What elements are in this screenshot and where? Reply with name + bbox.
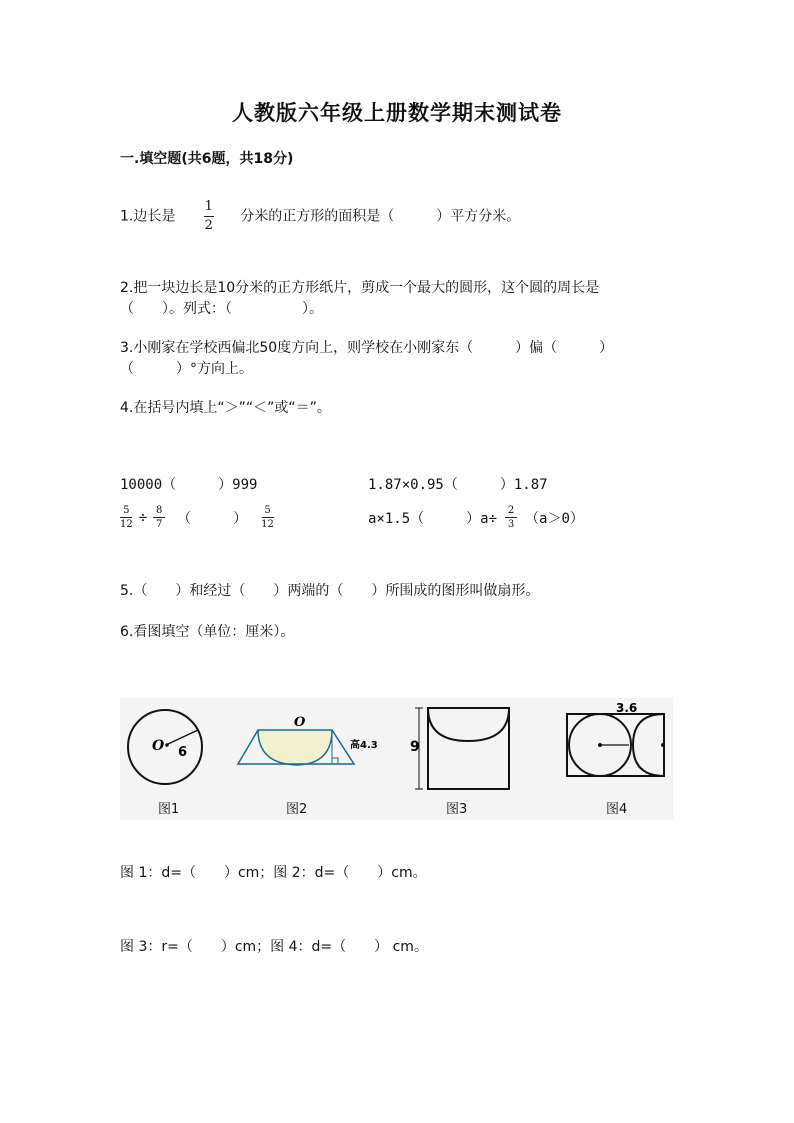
question-6: 6.看图填空（单位：厘米）。 — [120, 624, 295, 640]
figure-3-side-label: 9 — [410, 739, 420, 755]
fraction-denominator: 2 — [204, 218, 213, 233]
fraction-numerator: 5 — [264, 505, 271, 516]
figures-panel — [120, 698, 673, 820]
q4-fraction-d — [505, 505, 517, 530]
q4-fraction-a — [120, 505, 133, 530]
q4-compare-2: 1.87×0.95（ ）1.87 — [368, 477, 548, 493]
fraction-bar — [505, 517, 517, 518]
answer-blank: （ ） — [177, 510, 248, 527]
q1-fraction — [204, 200, 214, 233]
question-4: 4.在括号内填上“＞”“＜”或“＝”。 — [120, 400, 331, 416]
figure-4-dimension-label: 3.6 — [616, 701, 638, 715]
q4-expression-left: a×1.5（ ）a÷ — [368, 510, 498, 527]
question-1 — [120, 200, 520, 233]
question-3-line-2: （ ）°方向上。 — [120, 361, 253, 377]
page-title: 人教版六年级上册数学期末测试卷 — [232, 100, 562, 125]
figure-2-height-label: 高4.3 — [350, 740, 378, 751]
question-6-answer-2: 图 3：r=（ ）cm；图 4：d=（ ） cm。 — [120, 939, 428, 955]
q1-prefix: 1.边长是 — [120, 208, 176, 225]
fraction-bar — [120, 517, 132, 518]
fraction-numerator: 8 — [155, 505, 163, 516]
q4-compare-3 — [120, 505, 274, 530]
figure-1-label: 图1 — [158, 802, 180, 817]
figure-3-label: 图3 — [446, 802, 468, 817]
figures-drawing — [120, 698, 673, 820]
question-2-line-1: 2.把一块边长是10分米的正方形纸片，剪成一个最大的圆形，这个圆的周长是 — [120, 280, 600, 296]
question-5: 5.（ ）和经过（ ）两端的（ ）所围成的图形叫做扇形。 — [120, 583, 540, 599]
divide-sign: ÷ — [138, 509, 148, 526]
q4-fraction-c — [261, 505, 274, 530]
figure-2-label: 图2 — [286, 802, 308, 817]
fraction-numerator: 5 — [123, 505, 130, 516]
q4-compare-4 — [368, 505, 584, 530]
figure-2-center-label: O — [294, 715, 306, 730]
question-3-line-1: 3.小刚家在学校西偏北50度方向上，则学校在小刚家东（ ）偏（ ） — [120, 340, 614, 356]
fraction-denominator: 3 — [507, 519, 515, 530]
figure-1-circle — [128, 710, 202, 784]
figure-4-label: 图4 — [606, 802, 628, 817]
section-heading: 一.填空题(共6题，共18分) — [120, 151, 294, 167]
q4-fraction-b — [153, 505, 165, 530]
fraction-denominator: 12 — [120, 519, 133, 530]
figure-3-square — [410, 708, 509, 789]
fraction-numerator: 2 — [507, 505, 515, 516]
fraction-bar — [262, 517, 274, 518]
q4-compare-1: 10000（ ）999 — [120, 477, 258, 493]
question-6-answer-1: 图 1：d=（ ）cm；图 2：d=（ ）cm。 — [120, 865, 427, 881]
fraction-denominator: 12 — [261, 519, 274, 530]
fraction-numerator: 1 — [204, 199, 213, 214]
figure-1-radius-label: 6 — [178, 745, 188, 760]
figure-4-rectangle — [567, 701, 665, 776]
question-2-line-2: （ ）。列式：（ ）。 — [120, 301, 323, 317]
figure-2-trapezoid — [238, 715, 378, 765]
q1-suffix: 分米的正方形的面积是（ ）平方分米。 — [240, 208, 521, 225]
fraction-bar — [153, 517, 165, 518]
fraction-denominator: 7 — [155, 519, 163, 530]
figure-1-center-label: O — [152, 738, 165, 754]
fraction-bar — [204, 216, 214, 217]
q4-condition: （a＞0） — [525, 510, 584, 527]
